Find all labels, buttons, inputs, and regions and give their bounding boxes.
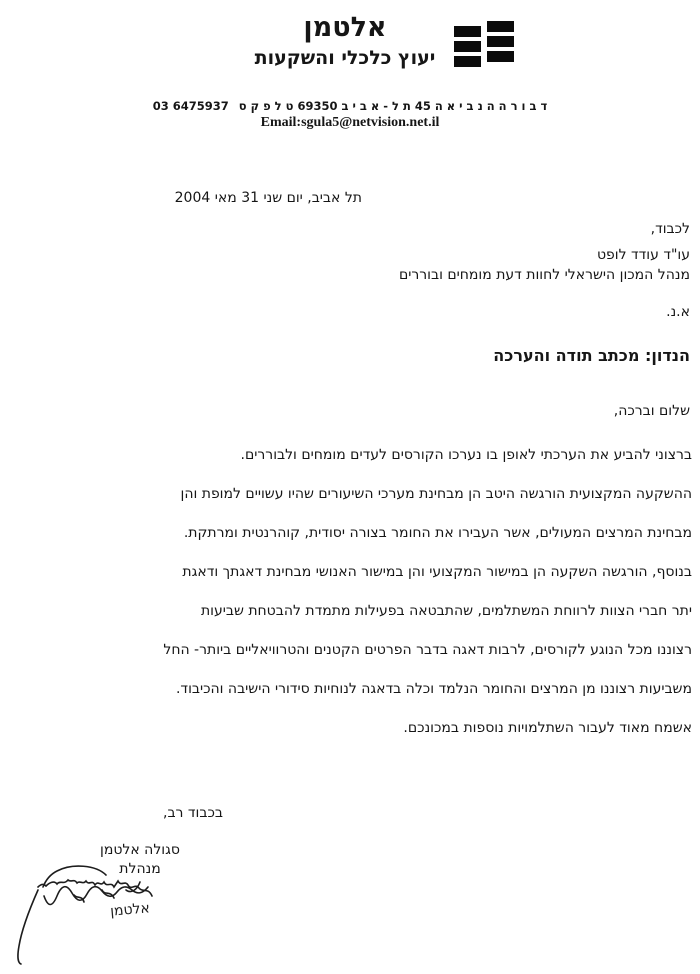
signer-title: מנהלת xyxy=(119,861,161,877)
salutation: לכבוד, xyxy=(650,221,690,237)
logo-block xyxy=(454,26,481,37)
body-line: בנוסף, הורגשה השקעה הן במישור המקצועי והן במישור האנושי מבחינת דאגתך ודאגת xyxy=(182,564,692,580)
email-address: Email:sgula5@netvision.net.il xyxy=(260,115,440,130)
date-line: תל אביב, יום שני 31 מאי 2004 xyxy=(174,190,362,206)
logo-block xyxy=(487,36,514,47)
closing-phrase: בכבוד רב, xyxy=(163,805,223,821)
body-line: רצוננו מכל הנוגע לקורסים, לרבות דאגה בדבר הפרטים הקטנים והטרוויאליים ביותר- החל xyxy=(163,642,692,658)
signer-name: סגולה אלטמן xyxy=(100,842,180,858)
logo-right-column xyxy=(487,21,514,67)
body-line: מבחינת המרצים המעולים, אשר העבירו את החומר בצורה יסודית, קוהרנטית ומרתקת. xyxy=(183,525,692,541)
recipient-title: מנהל המכון הישראלי לחוות דעת מומחים ובוררים xyxy=(398,267,690,283)
body-line: אשמח מאוד לעבור השתלמויות נוספות במכונכם. xyxy=(403,720,692,736)
logo-block xyxy=(487,51,514,62)
phone-number: 03 6475937 xyxy=(152,99,229,113)
body-line: ברצוני להביע את הערכתי לאופן בו נערכו הקורסים לעדים מומחים ולבוררים. xyxy=(240,447,692,463)
letter-body xyxy=(28,436,692,748)
signature-scribble-icon xyxy=(0,856,190,974)
logo-block xyxy=(487,21,514,32)
greeting: שלום וברכה, xyxy=(613,403,690,419)
street-address: ד ב ו ר ה ה נ ב י א ה 45 ת ל - א ב י ב 69350 ט ל פ ק ס xyxy=(238,99,548,113)
subject-line: הנדון: מכתב תודה והערכה xyxy=(493,346,690,365)
body-line: משביעות רצוננו מן המרצים והחומר הנלמד וכלה בדאגה לנוחיות סידורי הישיבה והכיבוד. xyxy=(175,681,692,697)
letterhead-address-line xyxy=(0,99,700,113)
attention-note: א.נ. xyxy=(666,304,690,320)
company-name: אלטמן xyxy=(303,12,387,43)
recipient-name: עו"ד עודד לופט xyxy=(596,247,690,263)
body-line: ההשקעה המקצועית הורגשה היטב הן מבחינת מערכי השיעורים שהיו עשויים למופת והן xyxy=(180,486,692,502)
body-line: יתר חברי הצוות לרווחת המשתלמים, שהתבטאה בפעילות מתמדת להבטחת שביעות xyxy=(200,603,692,619)
handwritten-signature xyxy=(0,856,190,974)
company-tagline: יעוץ כלכלי והשקעות xyxy=(254,47,436,69)
signature-word: אלטמן xyxy=(109,900,151,920)
